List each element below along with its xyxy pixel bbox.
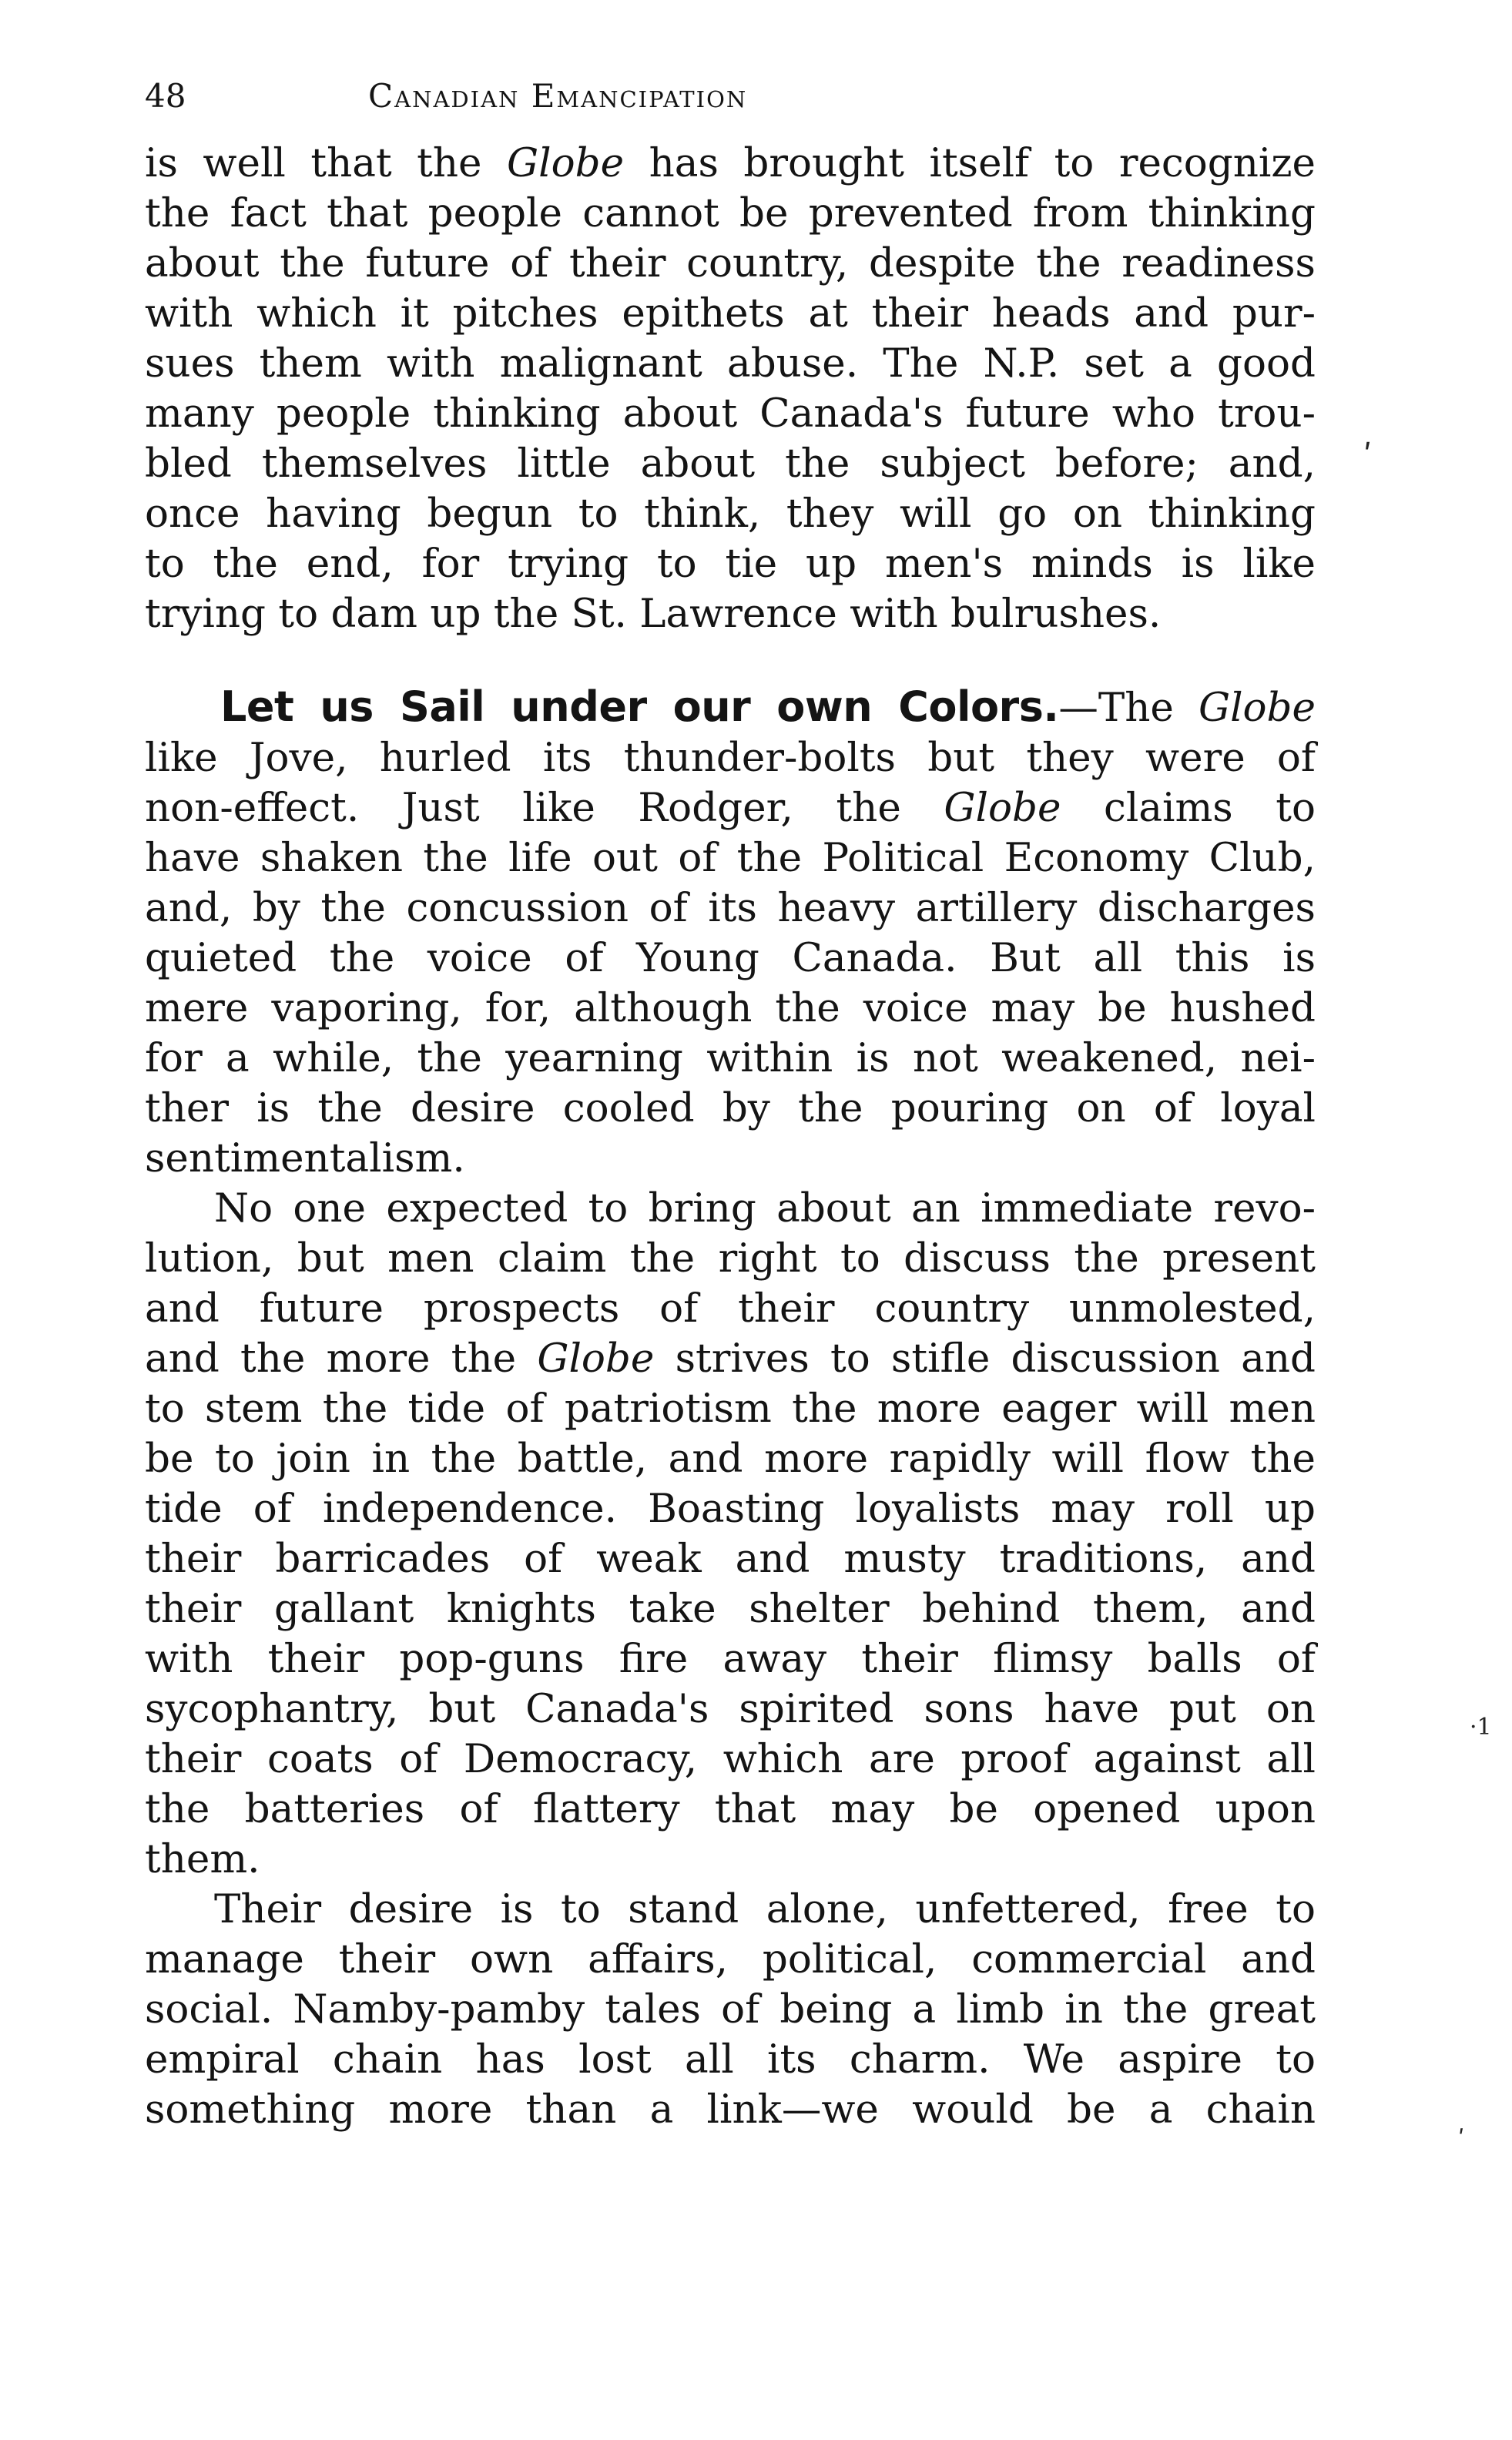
text-line: them. bbox=[145, 1836, 260, 1882]
text-line: sues them with malignant abuse. The N.P. set a good bbox=[145, 340, 1316, 387]
paragraph-continuation bbox=[145, 139, 1316, 639]
text-line: their barricades of weak and musty traditions, and bbox=[145, 1536, 1316, 1582]
text-line: trying to dam up the St. Lawrence with bulrushes. bbox=[145, 591, 1162, 637]
margin-speck: ʹ bbox=[1363, 439, 1373, 474]
globe-title: Globe bbox=[1198, 685, 1316, 731]
section-lead-in: —The bbox=[1058, 685, 1174, 731]
section-heading: Let us Sail under our own Colors. bbox=[220, 682, 1059, 731]
text-line: quieted the voice of Young Canada. But all this is bbox=[145, 935, 1316, 981]
section-gap bbox=[145, 639, 1316, 682]
text-line: be to join in the battle, and more rapidly will flow the bbox=[145, 1436, 1316, 1482]
text-line: tide of independence. Boasting loyalists may roll up bbox=[145, 1486, 1316, 1532]
text-line: No one expected to bring about an immediate revo- bbox=[214, 1185, 1316, 1232]
text-line: their coats of Democracy, which are proof against all bbox=[145, 1736, 1316, 1782]
text-line: with which it pitches epithets at their heads and pur- bbox=[145, 290, 1316, 337]
text-line: empiral chain has lost all its charm. We aspire to bbox=[145, 2036, 1316, 2083]
text-line: Their desire is to stand alone, unfettered, free to bbox=[214, 1886, 1316, 1932]
section-heading-line bbox=[145, 682, 1316, 733]
text-line: ther is the desire cooled by the pouring on of loyal bbox=[145, 1085, 1316, 1131]
paragraph bbox=[145, 1885, 1316, 2135]
text-line: about the future of their country, despite the readiness bbox=[145, 240, 1316, 287]
text-line: for a while, the yearning within is not weakened, nei- bbox=[145, 1035, 1316, 1081]
text-line: their gallant knights take shelter behind them, and bbox=[145, 1586, 1316, 1632]
text-line: something more than a link—we would be a chain bbox=[145, 2086, 1316, 2133]
section-paragraph bbox=[145, 682, 1316, 1184]
text-line: and the more the Globe strives to stifle discussion and bbox=[145, 1336, 1316, 1382]
text-line: once having begun to think, they will go on thinking bbox=[145, 491, 1316, 537]
margin-speck: ·1 bbox=[1470, 1714, 1492, 1741]
globe-title: Globe bbox=[537, 1336, 655, 1382]
text-line: with their pop-guns fire away their flimsy balls of bbox=[145, 1636, 1316, 1682]
text-line: the fact that people cannot be prevented from thinking bbox=[145, 190, 1316, 236]
margin-speck: ʹ bbox=[1458, 2126, 1465, 2153]
text-line: sycophantry, but Canada's spirited sons have put on bbox=[145, 1686, 1316, 1732]
text-line: the batteries of flattery that may be opened upon bbox=[145, 1786, 1316, 1832]
globe-title: Globe bbox=[507, 140, 625, 186]
running-head bbox=[145, 77, 1316, 139]
globe-title: Globe bbox=[944, 785, 1061, 831]
text-line: lution, but men claim the right to discuss the present bbox=[145, 1235, 1316, 1282]
text-line: and future prospects of their country unmolested, bbox=[145, 1285, 1316, 1332]
text-line: bled themselves little about the subject before; and, bbox=[145, 441, 1316, 487]
text-line: mere vaporing, for, although the voice may be hushed bbox=[145, 985, 1316, 1031]
text-line: non-effect. Just like Rodger, the Globe claims to bbox=[145, 785, 1316, 831]
text-line: and, by the concussion of its heavy artillery discharges bbox=[145, 885, 1316, 931]
text-line: many people thinking about Canada's future who trou- bbox=[145, 390, 1316, 437]
running-title: Canadian Emancipation bbox=[368, 77, 748, 115]
text-line: have shaken the life out of the Political Economy Club, bbox=[145, 835, 1316, 881]
text-line: is well that the Globe has brought itself to recognize bbox=[145, 140, 1316, 186]
text-line: to the end, for trying to tie up men's minds is like bbox=[145, 541, 1316, 587]
text-line: social. Namby-pamby tales of being a limb in the great bbox=[145, 1986, 1316, 2033]
text-line: sentimentalism. bbox=[145, 1135, 465, 1181]
text-line: like Jove, hurled its thunder-bolts but they were of bbox=[145, 735, 1316, 781]
page-number: 48 bbox=[145, 77, 186, 115]
paragraph bbox=[145, 1184, 1316, 1885]
text-line: to stem the tide of patriotism the more eager will men bbox=[145, 1386, 1316, 1432]
text-line: manage their own affairs, political, commercial and bbox=[145, 1936, 1316, 1982]
book-page bbox=[145, 77, 1316, 2135]
